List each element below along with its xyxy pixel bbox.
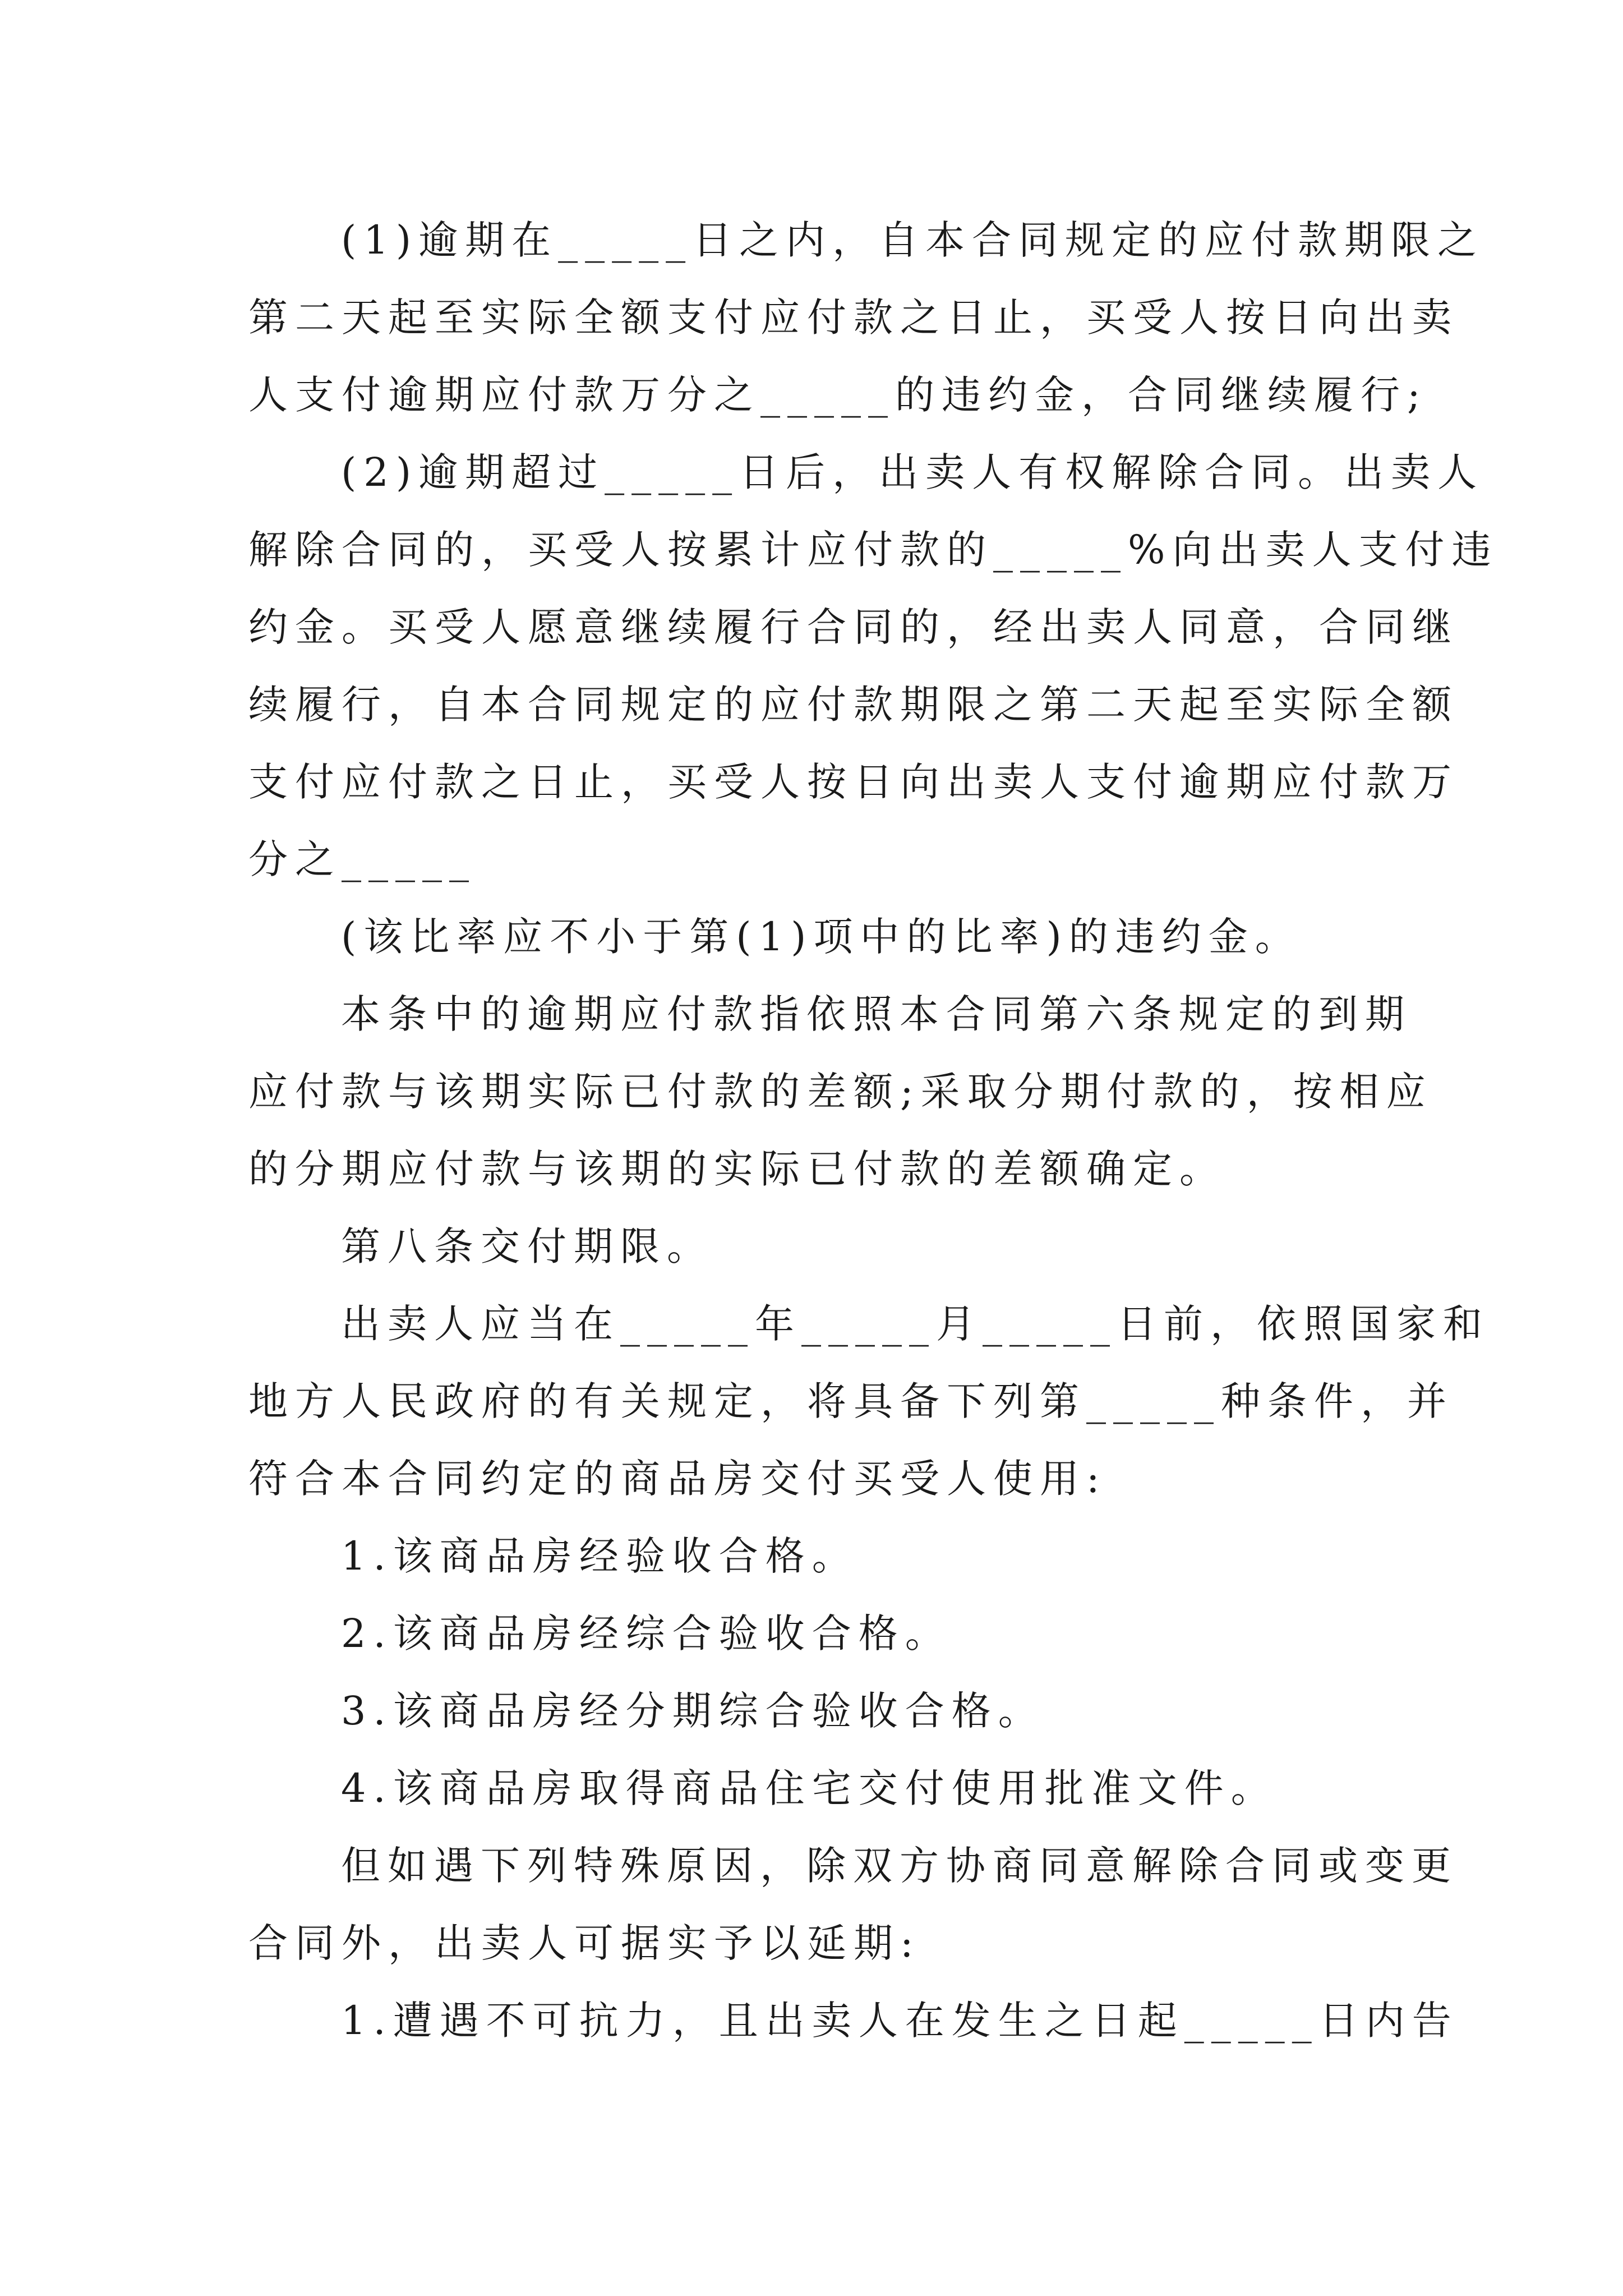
list-item: 1.该商品房经验收合格。 xyxy=(341,1533,859,1579)
list-item: 3.该商品房经分期综合验收合格。 xyxy=(341,1688,1045,1734)
text-line: 应付款与该期实际已付款的差额;采取分期付款的，按相应 xyxy=(248,1069,1433,1115)
text-line: (2)逾期超过_____日后，出卖人有权解除合同。出卖人 xyxy=(341,449,1484,495)
section-heading: 第八条交付期限。 xyxy=(341,1223,713,1269)
text-line: 第二天起至实际全额支付应付款之日止，买受人按日向出卖 xyxy=(248,295,1459,341)
text-line: 解除合同的，买受人按累计应付款的_____%向出卖人支付违 xyxy=(248,527,1498,573)
text-line: 本条中的逾期应付款指依照本合同第六条规定的到期 xyxy=(341,991,1412,1037)
text-line: 续履行，自本合同规定的应付款期限之第二天起至实际全额 xyxy=(248,682,1459,728)
text-line: 人支付逾期应付款万分之_____的违约金，合同继续履行; xyxy=(248,372,1428,418)
text-line: 的分期应付款与该期的实际已付款的差额确定。 xyxy=(248,1146,1226,1192)
text-line: 合同外，出卖人可据实予以延期: xyxy=(248,1920,921,1966)
text-line: 地方人民政府的有关规定，将具备下列第_____种条件，并 xyxy=(248,1378,1454,1424)
text-line: 约金。买受人愿意继续履行合同的，经出卖人同意，合同继 xyxy=(248,604,1459,650)
text-line: (该比率应不小于第(1)项中的比率)的违约金。 xyxy=(341,914,1302,960)
text-line: 分之_____ xyxy=(248,836,476,882)
text-line: (1)逾期在_____日之内，自本合同规定的应付款期限之 xyxy=(341,217,1484,263)
text-line: 支付应付款之日止，买受人按日向出卖人支付逾期应付款万 xyxy=(248,759,1459,805)
text-line: 出卖人应当在_____年_____月_____日前，依照国家和 xyxy=(341,1301,1490,1347)
text-line: 但如遇下列特殊原因，除双方协商同意解除合同或变更 xyxy=(341,1843,1458,1889)
list-item: 2.该商品房经综合验收合格。 xyxy=(341,1611,952,1657)
list-item: 1.遭遇不可抗力，且出卖人在发生之日起_____日内告 xyxy=(341,1998,1459,2044)
list-item: 4.该商品房取得商品住宅交付使用批准文件。 xyxy=(341,1765,1278,1811)
text-line: 符合本合同约定的商品房交付买受人使用: xyxy=(248,1456,1107,1502)
